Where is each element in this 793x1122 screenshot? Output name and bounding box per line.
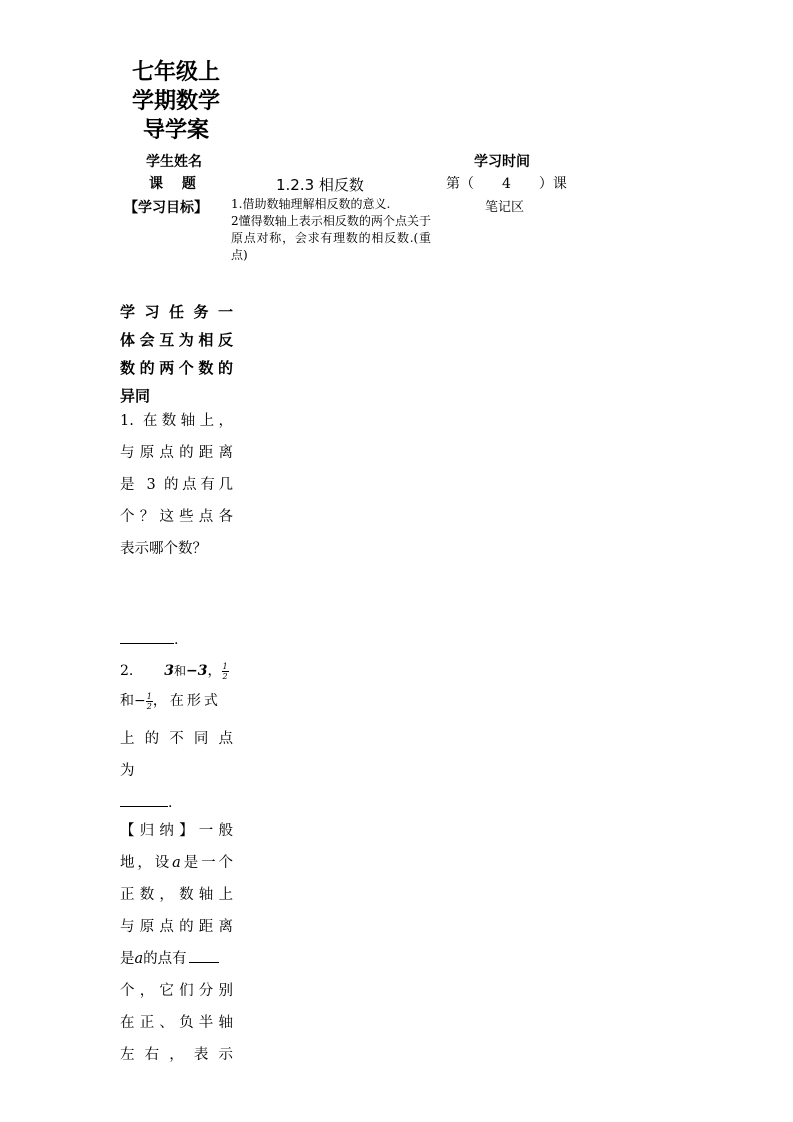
document-title [118,58,234,145]
lesson-number: 第（ 4 ）课 [446,176,567,192]
q2-value: −3 [186,663,208,679]
title-line: 学期数学 [131,89,220,114]
q2-value: 3 [164,663,175,679]
summary-line: 【归纳】一般 [120,823,233,839]
fraction-numerator: 1 [222,661,228,671]
summary-blank[interactable] [189,962,219,963]
q2-comma: ， [207,663,222,679]
summary-line: 正数，数轴上 [120,887,233,903]
question-2 [120,660,235,681]
question-1 [120,405,233,565]
q2-and: 和 [120,693,134,709]
study-time-label: 学习时间 [474,154,530,170]
q1-line: 与原点的距离 [120,445,233,461]
q1-line: 表示哪个数？ [120,541,207,557]
q2-number: 2. [120,663,134,679]
q1-line: 1. 在数轴上， [120,413,233,429]
q1-line: 是 3 的点有几 [120,477,233,493]
summary-line: 与原点的距离 [120,919,233,935]
title-line: 导学案 [142,118,209,143]
summary-line: 地，设a是一个 [120,855,233,871]
q2-answer-blank[interactable] [120,795,172,811]
task-title-line: 数的两个数的 [120,359,233,377]
question-2-lines [120,723,233,787]
summary [120,815,233,1071]
question-2-line2 [120,690,235,711]
goal-line: 1.借助数轴理解相反数的意义. [231,197,391,211]
q1-answer-blank[interactable] [120,632,178,648]
task-title-line: 学习任务一 [120,303,233,321]
goal-line: 2懂得数轴上表示相反数的两个点关于原点对称，会求有理数的相反数.(重点) [231,214,431,262]
task-title [120,298,233,410]
topic-value: 1.2.3 相反数 [276,176,364,194]
task-title-line: 异同 [120,387,151,405]
q1-line: 个？这些点各 [120,509,233,525]
q2-text: ，在形式 [152,693,221,709]
q2-and: 和 [174,664,187,678]
q1-period: . [174,632,179,648]
fraction-half [222,662,229,681]
summary-line: 是a的点有 [120,943,233,975]
fraction-numerator: 1 [146,691,152,701]
fraction-denominator: 2 [222,671,228,681]
summary-line: 在正、负半轴 [120,1015,233,1031]
summary-line: 左右，表示 [120,1047,233,1063]
summary-line: 个，它们分别 [120,983,233,999]
fraction-half [146,692,153,711]
goals-label: 【学习目标】 [124,200,208,216]
q2-line: 上的不同点 [120,731,233,747]
title-line: 七年级上 [131,60,220,85]
q2-line: 为 [120,763,135,779]
notes-label: 笔记区 [485,200,525,215]
q2-period: . [168,795,173,811]
topic-label: 课 题 [149,176,196,192]
goals-text [231,196,431,264]
fraction-denominator: 2 [146,701,152,711]
task-title-line: 体会互为相反 [120,331,233,349]
q2-minus: − [134,693,146,709]
student-name-label: 学生姓名 [146,154,202,170]
